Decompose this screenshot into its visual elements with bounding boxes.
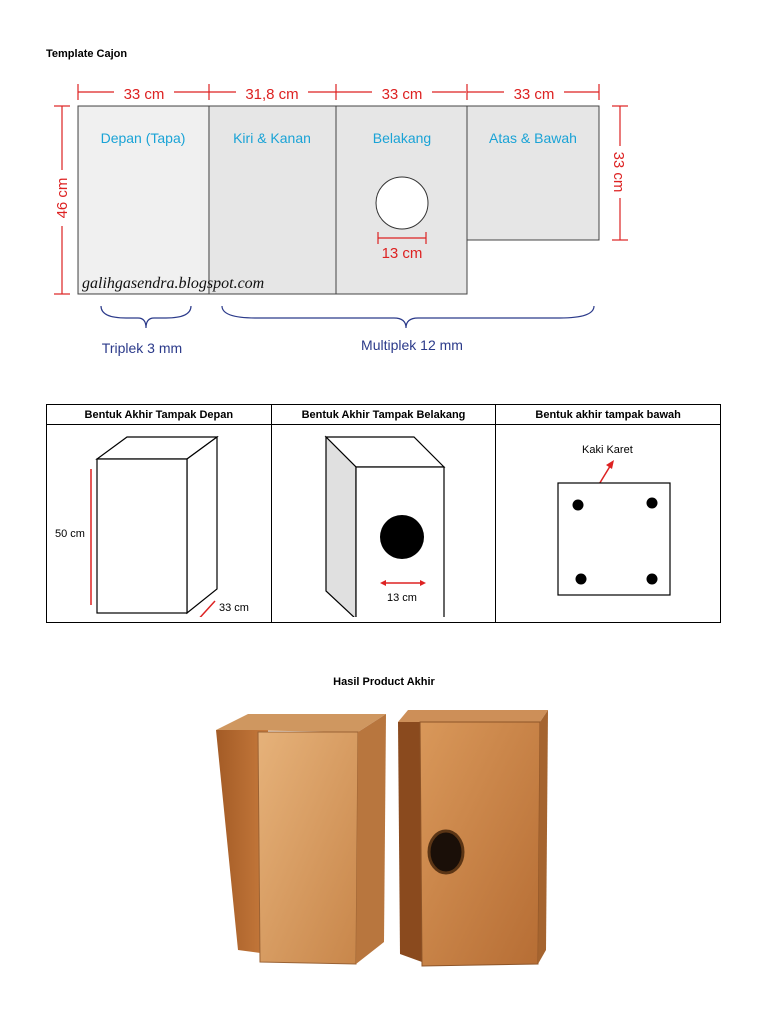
watermark: galihgasendra.blogspot.com — [82, 275, 265, 292]
material-label-triplek: Triplek 3 mm — [101, 340, 183, 356]
back-hole-label: 13 cm — [386, 592, 417, 604]
panel-label-kiri-kanan: Kiri & Kanan — [233, 130, 311, 146]
result-title: Hasil Product Akhir — [333, 676, 435, 688]
header-back-view: Bentuk Akhir Tampak Belakang — [271, 405, 496, 425]
back-view-cell — [271, 425, 496, 623]
sound-hole — [376, 177, 428, 229]
header-bottom-view: Bentuk akhir tampak bawah — [496, 405, 721, 425]
panel-label-atas-bawah: Atas & Bawah — [489, 130, 577, 146]
bottom-view-drawing — [496, 425, 720, 617]
template-title: Template Cajon — [46, 48, 128, 60]
front-view-drawing — [47, 425, 271, 617]
cajon-back-photo — [398, 710, 548, 966]
hole-label: 13 cm — [381, 245, 423, 262]
rubber-foot — [573, 500, 584, 511]
width-label-atas: 33 cm — [513, 86, 555, 103]
rubber-foot — [576, 574, 587, 585]
front-view-cell — [47, 425, 272, 623]
rubber-foot — [647, 574, 658, 585]
width-label-depan: 33 cm — [123, 86, 165, 103]
cajon-template-diagram — [46, 72, 636, 370]
rubber-foot — [647, 498, 658, 509]
views-table — [46, 404, 721, 623]
material-label-multiplek: Multiplek 12 mm — [361, 337, 463, 353]
cajon-front-photo — [216, 714, 386, 964]
back-sound-hole — [380, 515, 424, 559]
photo-sound-hole — [429, 831, 463, 873]
panel-label-depan: Depan (Tapa) — [100, 130, 186, 146]
height-label-right: 33 cm — [610, 151, 627, 193]
panel-atas-bawah — [467, 106, 599, 240]
product-photo — [208, 692, 568, 972]
front-depth-label: 33 cm — [219, 602, 249, 614]
front-height-label: 50 cm — [55, 528, 85, 540]
back-view-drawing — [272, 425, 496, 617]
bottom-view-cell — [496, 425, 721, 623]
panel-label-belakang: Belakang — [372, 130, 432, 146]
width-label-kiri: 31,8 cm — [245, 86, 299, 103]
height-label-left: 46 cm — [54, 177, 71, 219]
header-front-view: Bentuk Akhir Tampak Depan — [47, 405, 272, 425]
feet-label: Kaki Karet — [582, 444, 634, 456]
width-label-belakang: 33 cm — [381, 86, 423, 103]
